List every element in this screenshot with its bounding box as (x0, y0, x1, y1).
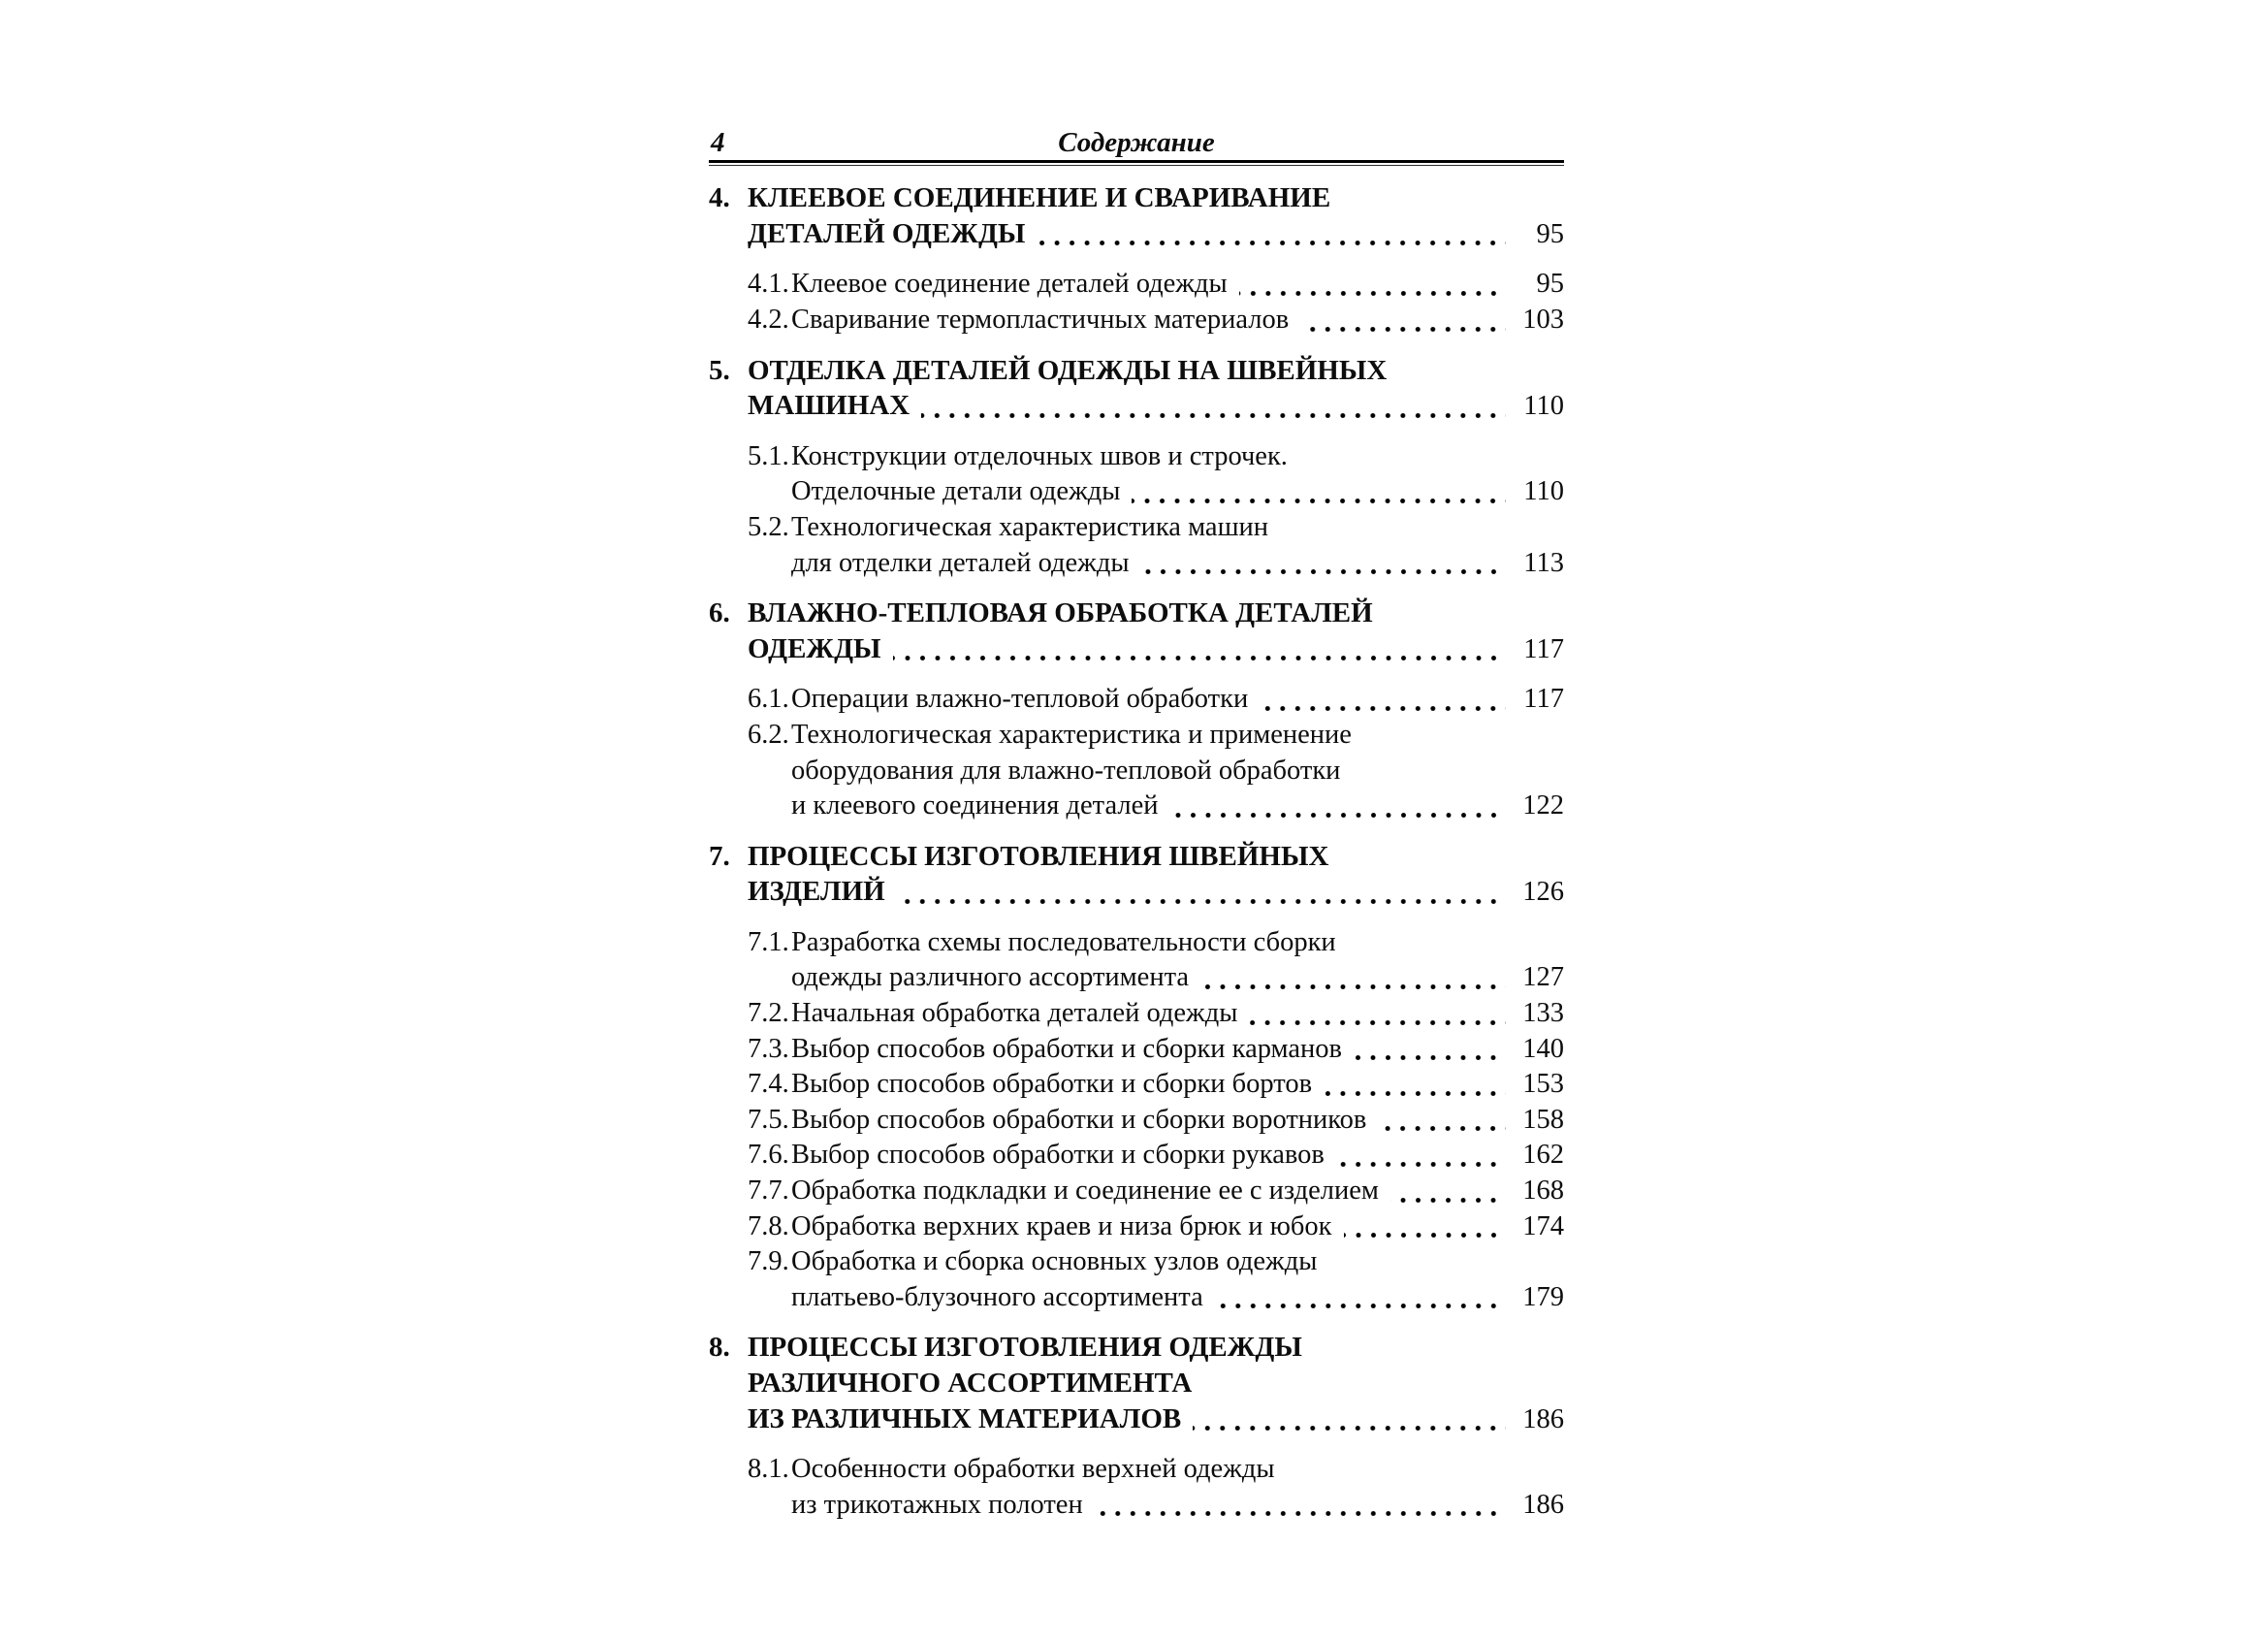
dot-leader (1249, 996, 1506, 1032)
dot-leader (1215, 1280, 1506, 1316)
dot-leader (1344, 1209, 1507, 1245)
toc-chapter-entry (709, 596, 1564, 667)
entry-line (748, 388, 1564, 425)
entry-title (791, 1067, 1564, 1103)
entry-number: 6.1. (748, 684, 789, 715)
entry-line (791, 1488, 1564, 1524)
entry-page-number: 117 (1523, 684, 1564, 715)
entry-line (748, 874, 1564, 911)
entry-number: 6. (709, 597, 730, 629)
entry-line (791, 1209, 1564, 1245)
entry-line-text: Выбор способов обработки и сборки воротников (791, 1104, 1367, 1135)
entry-title (791, 925, 1564, 996)
entry-title (748, 353, 1564, 425)
dot-leader (1200, 960, 1506, 996)
entry-page-number: 95 (1536, 269, 1564, 300)
toc-section-entry (709, 1067, 1564, 1103)
toc-section-entry (709, 682, 1564, 718)
entry-page-number: 186 (1522, 1489, 1564, 1520)
toc-section-entry (709, 1209, 1564, 1245)
entry-page-number: 110 (1523, 391, 1564, 422)
entry-title (791, 718, 1564, 824)
entry-line (791, 1103, 1564, 1139)
entry-title (791, 996, 1564, 1032)
entry-title (791, 1244, 1564, 1315)
entry-number: 5.2. (748, 511, 789, 542)
entry-line-text: Технологическая характеристика машин (791, 511, 1269, 542)
dot-leader (1390, 1174, 1506, 1209)
entry-title (748, 180, 1564, 252)
entry-page-number: 153 (1522, 1069, 1564, 1100)
entry-title (748, 839, 1564, 911)
entry-page-number: 110 (1523, 476, 1564, 507)
entry-line-text: Обработка и сборка основных узлов одежды (791, 1246, 1318, 1277)
entry-title (791, 1032, 1564, 1068)
entry-title (791, 303, 1564, 338)
toc-section-entry (709, 996, 1564, 1032)
header-rule (709, 160, 1564, 166)
entry-line-text: Выбор способов обработки и сборки рукавов (791, 1140, 1325, 1171)
toc-section-entry (709, 439, 1564, 510)
entry-number: 8. (709, 1332, 730, 1364)
entry-line-text: КЛЕЕВОЕ СОЕДИНЕНИЕ И СВАРИВАНИЕ (748, 182, 1331, 214)
entry-line (748, 596, 1564, 631)
entry-number: 4. (709, 182, 730, 214)
entry-title (791, 1138, 1564, 1174)
dot-leader (1260, 682, 1506, 718)
entry-page-number: 113 (1523, 547, 1564, 578)
toc-chapter-entry (709, 353, 1564, 425)
entry-line-text: Клеевое соединение деталей одежды (791, 269, 1228, 300)
entry-title (748, 1330, 1564, 1437)
toc-section-entry (709, 1244, 1564, 1315)
dot-leader (1378, 1103, 1506, 1139)
toc-section-entry (709, 925, 1564, 996)
table-of-contents (709, 180, 1564, 1523)
page-content-column (709, 127, 1564, 1523)
entry-page-number: 179 (1522, 1281, 1564, 1312)
entry-title (791, 267, 1564, 303)
entry-page-number: 133 (1522, 998, 1564, 1029)
entry-number: 7.4. (748, 1069, 789, 1100)
entry-line (791, 1067, 1564, 1103)
dot-leader (1239, 267, 1506, 303)
dot-leader (1037, 216, 1506, 253)
toc-section-entry (709, 1174, 1564, 1209)
entry-line (791, 1138, 1564, 1174)
entry-title (791, 1452, 1564, 1523)
entry-page-number: 103 (1522, 304, 1564, 335)
entry-number: 5.1. (748, 440, 789, 471)
entry-line-text: ДЕТАЛЕЙ ОДЕЖДЫ (748, 217, 1026, 249)
entry-line-text: Начальная обработка деталей одежды (791, 998, 1238, 1029)
toc-section-entry (709, 718, 1564, 824)
entry-line (791, 1244, 1564, 1280)
entry-number: 6.2. (748, 719, 789, 750)
entry-number: 4.2. (748, 304, 789, 335)
entry-page-number: 122 (1522, 790, 1564, 821)
dot-leader (1193, 1401, 1506, 1438)
entry-line (791, 1452, 1564, 1488)
entry-title (791, 1209, 1564, 1245)
entry-line (748, 353, 1564, 389)
entry-line (791, 925, 1564, 961)
entry-line (791, 996, 1564, 1032)
entry-line-text: Сваривание термопластичных материалов (791, 304, 1290, 335)
entry-page-number: 186 (1522, 1403, 1564, 1434)
dot-leader (921, 388, 1506, 425)
entry-line (748, 216, 1564, 253)
entry-number: 5. (709, 354, 730, 386)
entry-line-text: ИЗ РАЗЛИЧНЫХ МАТЕРИАЛОВ (748, 1402, 1182, 1434)
entry-line (791, 439, 1564, 475)
toc-section-entry (709, 1452, 1564, 1523)
entry-number: 8.1. (748, 1454, 789, 1485)
entry-line-text: ОДЕЖДЫ (748, 632, 881, 664)
entry-number: 7.6. (748, 1140, 789, 1171)
entry-line-text: Обработка верхних краев и низа брюк и юбок (791, 1210, 1332, 1241)
toc-chapter-entry (709, 839, 1564, 911)
entry-page-number: 158 (1522, 1104, 1564, 1135)
toc-chapter-entry (709, 180, 1564, 252)
entry-line-text: МАШИНАХ (748, 390, 910, 422)
dot-leader (893, 631, 1506, 668)
entry-number: 7.8. (748, 1210, 789, 1241)
entry-line (791, 474, 1564, 510)
toc-section-entry (709, 267, 1564, 303)
entry-number: 7.3. (748, 1033, 789, 1064)
entry-line (748, 839, 1564, 875)
dot-leader (1095, 1488, 1506, 1524)
entry-line-text: одежды различного ассортимента (791, 962, 1190, 993)
entry-line-text: и клеевого соединения деталей (791, 790, 1159, 821)
dot-leader (1132, 474, 1506, 510)
dot-leader (1324, 1067, 1506, 1103)
toc-section-entry (709, 510, 1564, 581)
entry-line (791, 718, 1564, 754)
entry-page-number: 162 (1522, 1140, 1564, 1171)
entry-line (748, 1366, 1564, 1401)
entry-line-text: из трикотажных полотен (791, 1489, 1083, 1520)
entry-line (748, 180, 1564, 216)
entry-line-text: РАЗЛИЧНОГО АССОРТИМЕНТА (748, 1368, 1193, 1399)
entry-line-text: Выбор способов обработки и сборки карманов (791, 1033, 1343, 1064)
entry-line-text: ПРОЦЕССЫ ИЗГОТОВЛЕНИЯ ОДЕЖДЫ (748, 1332, 1302, 1364)
entry-number: 7.1. (748, 926, 789, 957)
dot-leader (1336, 1138, 1506, 1174)
dot-leader (897, 874, 1506, 911)
toc-section-entry (709, 1103, 1564, 1139)
entry-line-text: ВЛАЖНО-ТЕПЛОВАЯ ОБРАБОТКА ДЕТАЛЕЙ (748, 597, 1373, 629)
entry-line (791, 754, 1564, 789)
entry-line-text: Конструкции отделочных швов и строчек. (791, 440, 1288, 471)
entry-page-number: 168 (1522, 1175, 1564, 1207)
entry-page-number: 140 (1522, 1033, 1564, 1064)
entry-number: 7.7. (748, 1175, 789, 1207)
toc-section-entry (709, 1032, 1564, 1068)
entry-line-text: ПРОЦЕССЫ ИЗГОТОВЛЕНИЯ ШВЕЙНЫХ (748, 840, 1329, 872)
entry-title (791, 439, 1564, 510)
entry-title (748, 596, 1564, 667)
entry-line (791, 789, 1564, 824)
dot-leader (1354, 1032, 1506, 1068)
entry-number: 7.5. (748, 1104, 789, 1135)
entry-line (791, 546, 1564, 582)
toc-section-entry (709, 303, 1564, 338)
entry-number: 7. (709, 840, 730, 872)
dot-leader (1170, 789, 1506, 824)
running-header (709, 127, 1564, 159)
entry-line (748, 1401, 1564, 1438)
entry-page-number: 95 (1536, 218, 1564, 249)
entry-line-text: оборудования для влажно-тепловой обработки (791, 755, 1341, 786)
entry-line-text: платьево-блузочного ассортимента (791, 1281, 1203, 1312)
entry-title (791, 682, 1564, 718)
entry-page-number: 117 (1523, 633, 1564, 664)
entry-line-text: ОТДЕЛКА ДЕТАЛЕЙ ОДЕЖДЫ НА ШВЕЙНЫХ (748, 354, 1388, 386)
running-header-title: Содержание (1058, 127, 1215, 158)
entry-line (791, 1174, 1564, 1209)
entry-line-text: Технологическая характеристика и применение (791, 719, 1352, 750)
toc-chapter-entry (709, 1330, 1564, 1437)
entry-line-text: ИЗДЕЛИЙ (748, 876, 885, 908)
entry-line-text: Операции влажно-тепловой обработки (791, 684, 1249, 715)
entry-line-text: Выбор способов обработки и сборки бортов (791, 1069, 1313, 1100)
entry-line (791, 303, 1564, 338)
entry-line (791, 510, 1564, 546)
dot-leader (1141, 546, 1506, 582)
entry-title (791, 1174, 1564, 1209)
entry-title (791, 1103, 1564, 1139)
entry-line (748, 1330, 1564, 1366)
entry-line (791, 960, 1564, 996)
entry-number: 4.1. (748, 269, 789, 300)
entry-title (791, 510, 1564, 581)
entry-line (791, 267, 1564, 303)
entry-line-text: Обработка подкладки и соединение ее с изделием (791, 1175, 1379, 1207)
entry-line-text: Особенности обработки верхней одежды (791, 1454, 1275, 1485)
entry-page-number: 126 (1522, 877, 1564, 908)
entry-line (791, 682, 1564, 718)
entry-number: 7.9. (748, 1246, 789, 1277)
dot-leader (1300, 303, 1506, 338)
entry-line (791, 1280, 1564, 1316)
toc-section-entry (709, 1138, 1564, 1174)
entry-number: 7.2. (748, 998, 789, 1029)
entry-line-text: Отделочные детали одежды (791, 476, 1121, 507)
entry-page-number: 174 (1522, 1210, 1564, 1241)
entry-line-text: для отделки деталей одежды (791, 547, 1130, 578)
entry-line-text: Разработка схемы последовательности сборки (791, 926, 1336, 957)
entry-line (748, 631, 1564, 668)
page-number: 4 (711, 127, 725, 158)
entry-page-number: 127 (1522, 962, 1564, 993)
entry-line (791, 1032, 1564, 1068)
